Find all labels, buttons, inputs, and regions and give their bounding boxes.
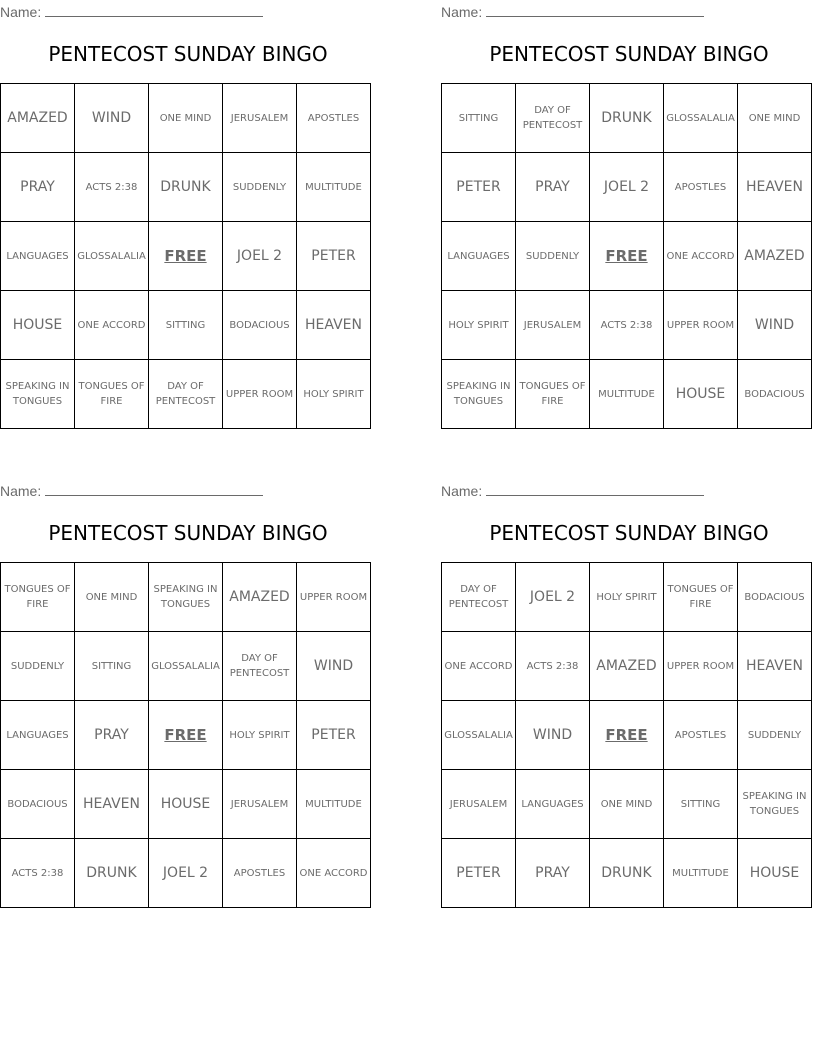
bingo-cell: TONGUES OF FIRE — [664, 563, 738, 632]
bingo-cell: DAY OF PENTECOST — [516, 84, 590, 153]
bingo-cell: ONE ACCORD — [442, 632, 516, 701]
bingo-cell: DAY OF PENTECOST — [149, 360, 223, 429]
bingo-cell: ACTS 2:38 — [516, 632, 590, 701]
bingo-cell: UPPER ROOM — [297, 563, 371, 632]
bingo-row — [1, 770, 371, 839]
bingo-cell: DRUNK — [590, 84, 664, 153]
bingo-row — [442, 770, 812, 839]
bingo-cell: ONE ACCORD — [75, 291, 149, 360]
bingo-cell: JERUSALEM — [516, 291, 590, 360]
bingo-row — [442, 222, 812, 291]
bingo-cell: HOUSE — [738, 839, 812, 908]
bingo-cell: ONE MIND — [149, 84, 223, 153]
bingo-cell: JERUSALEM — [442, 770, 516, 839]
card-title: PENTECOST SUNDAY BINGO — [48, 42, 328, 66]
bingo-grid — [441, 83, 812, 429]
free-space: FREE — [149, 222, 223, 291]
bingo-row — [442, 84, 812, 153]
bingo-cell: HEAVEN — [297, 291, 371, 360]
name-field — [441, 481, 704, 499]
bingo-cell: HEAVEN — [738, 153, 812, 222]
bingo-cell: JERUSALEM — [223, 770, 297, 839]
bingo-cell: AMAZED — [590, 632, 664, 701]
bingo-row — [1, 153, 371, 222]
bingo-cell: LANGUAGES — [442, 222, 516, 291]
bingo-cell: MULTITUDE — [297, 770, 371, 839]
bingo-cell: APOSTLES — [664, 153, 738, 222]
free-space: FREE — [590, 222, 664, 291]
bingo-cell: JOEL 2 — [590, 153, 664, 222]
bingo-cell: HOUSE — [1, 291, 75, 360]
name-label: Name: — [0, 483, 42, 499]
bingo-row — [1, 632, 371, 701]
bingo-cell: MULTITUDE — [664, 839, 738, 908]
bingo-cell: APOSTLES — [664, 701, 738, 770]
bingo-cell: DAY OF PENTECOST — [442, 563, 516, 632]
bingo-cell: LANGUAGES — [1, 701, 75, 770]
bingo-cell: DRUNK — [590, 839, 664, 908]
bingo-row — [442, 563, 812, 632]
bingo-row — [1, 222, 371, 291]
bingo-grid — [0, 83, 371, 429]
bingo-cell: AMAZED — [1, 84, 75, 153]
bingo-cell: DRUNK — [75, 839, 149, 908]
bingo-cell: HOLY SPIRIT — [223, 701, 297, 770]
bingo-cell: MULTITUDE — [590, 360, 664, 429]
card-title: PENTECOST SUNDAY BINGO — [489, 521, 769, 545]
bingo-cell: GLOSSALALIA — [664, 84, 738, 153]
bingo-row — [442, 360, 812, 429]
bingo-cell: UPPER ROOM — [223, 360, 297, 429]
bingo-cell: JOEL 2 — [149, 839, 223, 908]
bingo-cell: ACTS 2:38 — [590, 291, 664, 360]
bingo-cell: TONGUES OF FIRE — [1, 563, 75, 632]
name-blank-line[interactable] — [486, 481, 704, 496]
bingo-cell: PRAY — [75, 701, 149, 770]
bingo-cell: MULTITUDE — [297, 153, 371, 222]
name-field — [0, 2, 263, 20]
bingo-cell: TONGUES OF FIRE — [516, 360, 590, 429]
bingo-cell: BODACIOUS — [738, 563, 812, 632]
bingo-cell: WIND — [297, 632, 371, 701]
bingo-cell: JOEL 2 — [516, 563, 590, 632]
bingo-cell: HOLY SPIRIT — [590, 563, 664, 632]
bingo-row — [442, 701, 812, 770]
bingo-cell: UPPER ROOM — [664, 632, 738, 701]
bingo-grid — [441, 562, 812, 908]
bingo-cell: ACTS 2:38 — [75, 153, 149, 222]
bingo-cell: AMAZED — [738, 222, 812, 291]
card-title: PENTECOST SUNDAY BINGO — [48, 521, 328, 545]
free-space: FREE — [590, 701, 664, 770]
bingo-row — [1, 291, 371, 360]
name-label: Name: — [441, 4, 483, 20]
bingo-cell: PETER — [442, 153, 516, 222]
bingo-row — [1, 360, 371, 429]
bingo-cell: ONE ACCORD — [664, 222, 738, 291]
bingo-cell: SITTING — [442, 84, 516, 153]
bingo-cell: PETER — [442, 839, 516, 908]
bingo-cell: GLOSSALALIA — [75, 222, 149, 291]
bingo-cell: SUDDENLY — [738, 701, 812, 770]
bingo-cell: HOUSE — [664, 360, 738, 429]
bingo-cell: PRAY — [516, 153, 590, 222]
bingo-cell: SUDDENLY — [516, 222, 590, 291]
bingo-cell: LANGUAGES — [516, 770, 590, 839]
bingo-grid — [0, 562, 371, 908]
name-field — [441, 2, 704, 20]
bingo-cell: ACTS 2:38 — [1, 839, 75, 908]
bingo-cell: ONE MIND — [590, 770, 664, 839]
bingo-cell: SPEAKING IN TONGUES — [149, 563, 223, 632]
bingo-row — [442, 839, 812, 908]
bingo-cell: PRAY — [1, 153, 75, 222]
name-label: Name: — [0, 4, 42, 20]
name-blank-line[interactable] — [486, 2, 704, 17]
bingo-row — [1, 563, 371, 632]
bingo-cell: TONGUES OF FIRE — [75, 360, 149, 429]
bingo-cell: HOUSE — [149, 770, 223, 839]
bingo-cell: WIND — [75, 84, 149, 153]
bingo-cell: ONE MIND — [75, 563, 149, 632]
bingo-cell: SITTING — [75, 632, 149, 701]
bingo-cell: SPEAKING IN TONGUES — [1, 360, 75, 429]
bingo-cell: ONE ACCORD — [297, 839, 371, 908]
bingo-cell: JOEL 2 — [223, 222, 297, 291]
bingo-cell: DAY OF PENTECOST — [223, 632, 297, 701]
bingo-row — [442, 153, 812, 222]
bingo-cell: DRUNK — [149, 153, 223, 222]
bingo-cell: WIND — [516, 701, 590, 770]
name-blank-line[interactable] — [45, 2, 263, 17]
bingo-cell: BODACIOUS — [738, 360, 812, 429]
name-blank-line[interactable] — [45, 481, 263, 496]
bingo-row — [442, 291, 812, 360]
name-field — [0, 481, 263, 499]
bingo-cell: HOLY SPIRIT — [442, 291, 516, 360]
bingo-row — [1, 839, 371, 908]
bingo-cell: ONE MIND — [738, 84, 812, 153]
bingo-cell: SUDDENLY — [223, 153, 297, 222]
bingo-cell: SITTING — [664, 770, 738, 839]
bingo-cell: UPPER ROOM — [664, 291, 738, 360]
bingo-cell: BODACIOUS — [1, 770, 75, 839]
bingo-cell: SPEAKING IN TONGUES — [442, 360, 516, 429]
bingo-cell: AMAZED — [223, 563, 297, 632]
bingo-cell: JERUSALEM — [223, 84, 297, 153]
bingo-cell: PETER — [297, 701, 371, 770]
bingo-cell: HEAVEN — [738, 632, 812, 701]
free-space: FREE — [149, 701, 223, 770]
bingo-cell: GLOSSALALIA — [149, 632, 223, 701]
bingo-cell: APOSTLES — [223, 839, 297, 908]
bingo-cell: HOLY SPIRIT — [297, 360, 371, 429]
bingo-cell: WIND — [738, 291, 812, 360]
bingo-cell: BODACIOUS — [223, 291, 297, 360]
card-title: PENTECOST SUNDAY BINGO — [489, 42, 769, 66]
bingo-row — [1, 84, 371, 153]
bingo-cell: APOSTLES — [297, 84, 371, 153]
bingo-cell: SUDDENLY — [1, 632, 75, 701]
bingo-cell: HEAVEN — [75, 770, 149, 839]
bingo-cell: PETER — [297, 222, 371, 291]
bingo-cell: GLOSSALALIA — [442, 701, 516, 770]
bingo-cell: LANGUAGES — [1, 222, 75, 291]
bingo-cell: PRAY — [516, 839, 590, 908]
bingo-row — [1, 701, 371, 770]
name-label: Name: — [441, 483, 483, 499]
bingo-cell: SPEAKING IN TONGUES — [738, 770, 812, 839]
bingo-cell: SITTING — [149, 291, 223, 360]
bingo-row — [442, 632, 812, 701]
